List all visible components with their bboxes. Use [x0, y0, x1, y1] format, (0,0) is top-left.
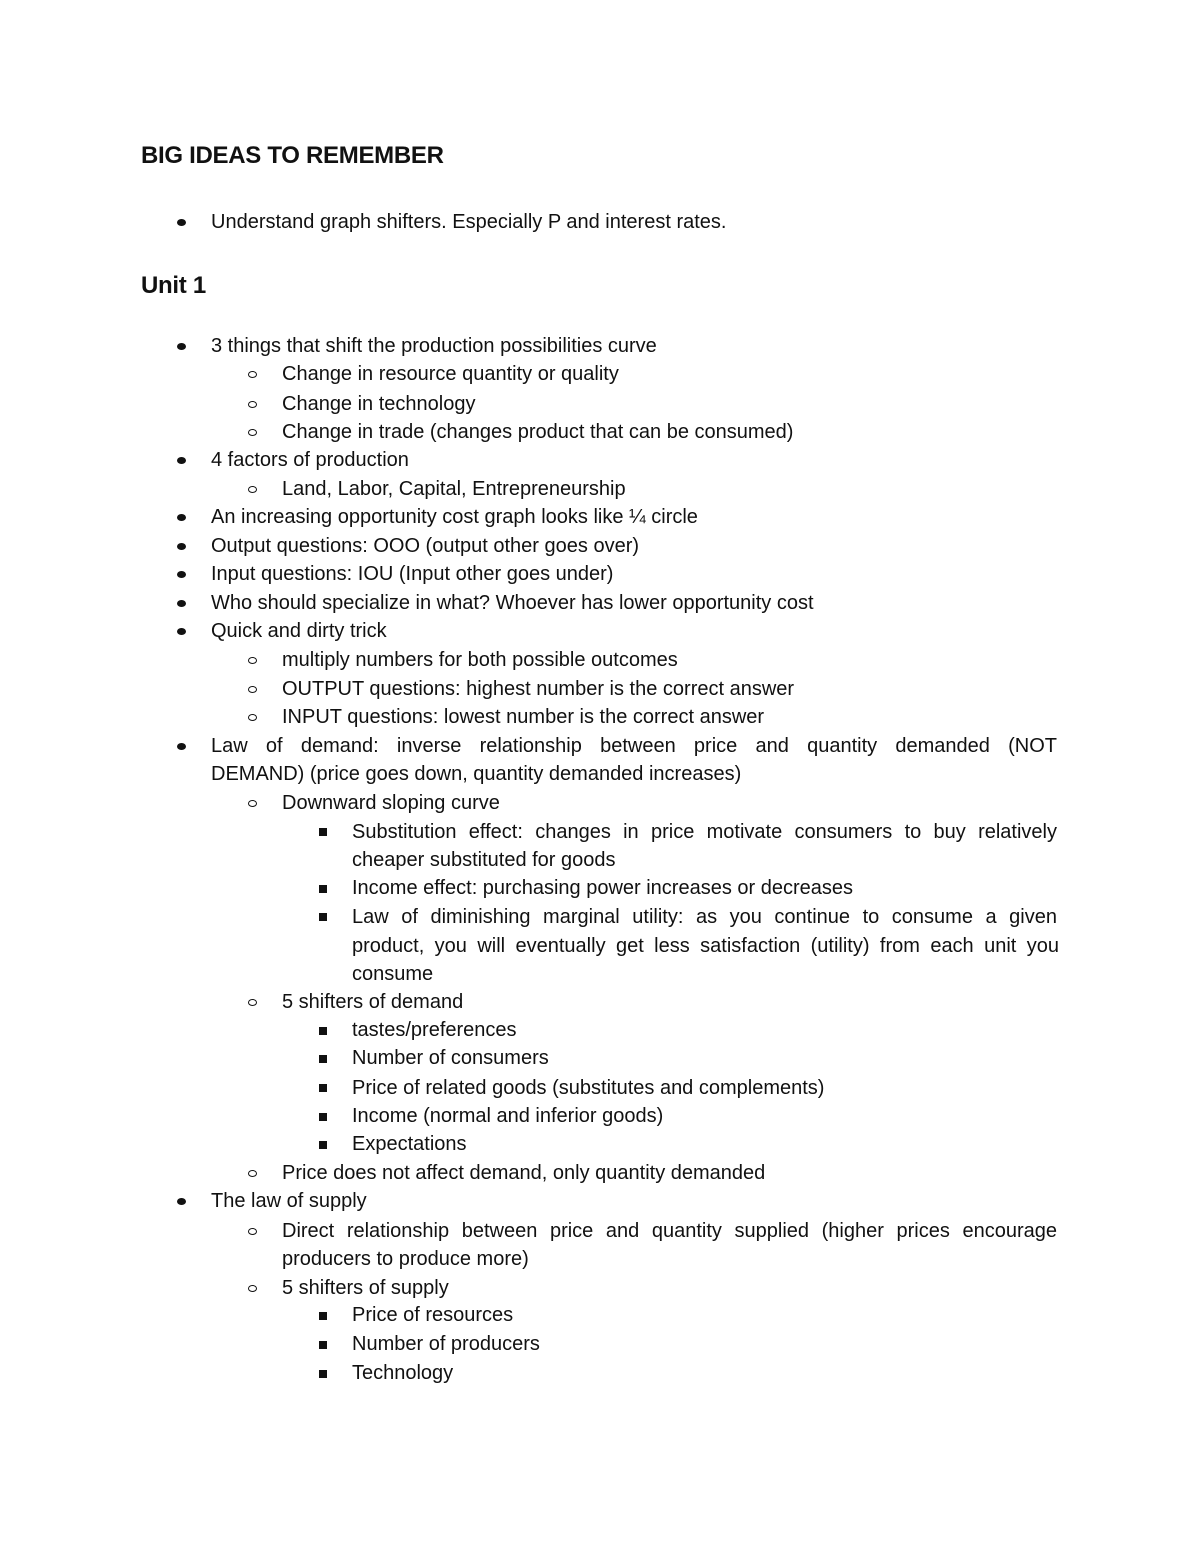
bullet-dot-icon: [177, 1198, 186, 1205]
list-item: Price does not affect demand, only quantity demanded: [282, 1162, 766, 1184]
bullet-circle-icon: [248, 486, 257, 493]
bullet-square-icon: [319, 1055, 327, 1063]
list-item: An increasing opportunity cost graph looks like ¼ circle: [211, 506, 698, 528]
bullet-dot-icon: [177, 219, 186, 226]
bullet-circle-icon: [248, 1285, 257, 1292]
list-item: Law of diminishing marginal utility: as you continue to consume a given: [352, 906, 1057, 928]
list-item: Change in resource quantity or quality: [282, 363, 619, 385]
bullet-square-icon: [319, 1341, 327, 1349]
unit-1-heading: Unit 1: [141, 272, 206, 299]
list-item-continuation: consume: [352, 963, 434, 985]
bullet-circle-icon: [248, 371, 257, 378]
list-item: Who should specialize in what? Whoever has lower opportunity cost: [211, 592, 814, 614]
list-item-continuation: cheaper substituted for goods: [352, 849, 616, 871]
bullet-square-icon: [319, 1084, 327, 1092]
list-item: 3 things that shift the production possibilities curve: [211, 335, 657, 357]
list-item: Price of related goods (substitutes and complements): [352, 1077, 825, 1099]
list-item: Income (normal and inferior goods): [352, 1105, 664, 1127]
bullet-square-icon: [319, 1027, 327, 1035]
list-item: Substitution effect: changes in price motivate consumers to buy relatively: [352, 821, 1057, 843]
bullet-square-icon: [319, 913, 327, 921]
list-item: tastes/preferences: [352, 1019, 517, 1041]
bullet-square-icon: [319, 828, 327, 836]
bullet-circle-icon: [248, 686, 257, 693]
bullet-dot-icon: [177, 628, 186, 635]
list-item-continuation: DEMAND) (price goes down, quantity demanded increases): [211, 763, 742, 785]
bullet-square-icon: [319, 1141, 327, 1149]
list-item: Number of consumers: [352, 1047, 549, 1069]
bullet-dot-icon: [177, 514, 186, 521]
list-item: Income effect: purchasing power increases or decreases: [352, 877, 854, 899]
bullet-square-icon: [319, 885, 327, 893]
bullet-dot-icon: [177, 543, 186, 550]
list-item-continuation: producers to produce more): [282, 1248, 529, 1270]
list-item: 4 factors of production: [211, 449, 409, 471]
list-item: Expectations: [352, 1133, 467, 1155]
list-item: Direct relationship between price and quantity supplied (higher prices encourage: [282, 1220, 1057, 1242]
list-item: Understand graph shifters. Especially P and interest rates.: [211, 211, 727, 233]
bullet-circle-icon: [248, 1170, 257, 1177]
bullet-circle-icon: [248, 999, 257, 1006]
bullet-square-icon: [319, 1312, 327, 1320]
bullet-square-icon: [319, 1370, 327, 1378]
big-ideas-heading: BIG IDEAS TO REMEMBER: [141, 142, 444, 169]
list-item: 5 shifters of supply: [282, 1277, 449, 1299]
bullet-circle-icon: [248, 401, 257, 408]
list-item: Number of producers: [352, 1333, 540, 1355]
bullet-dot-icon: [177, 600, 186, 607]
list-item: Price of resources: [352, 1304, 514, 1326]
list-item: 5 shifters of demand: [282, 991, 464, 1013]
bullet-dot-icon: [177, 457, 186, 464]
list-item: OUTPUT questions: highest number is the correct answer: [282, 678, 795, 700]
list-item: Change in technology: [282, 393, 476, 415]
bullet-square-icon: [319, 1113, 327, 1121]
bullet-dot-icon: [177, 743, 186, 750]
list-item: Law of demand: inverse relationship between price and quantity demanded (NOT: [211, 735, 1057, 757]
bullet-circle-icon: [248, 1228, 257, 1235]
list-item-continuation: product, you will eventually get less satisfaction (utility) from each unit you: [352, 935, 1059, 957]
bullet-dot-icon: [177, 571, 186, 578]
list-item: Downward sloping curve: [282, 792, 500, 814]
list-item: Output questions: OOO (output other goes over): [211, 535, 640, 557]
list-item: The law of supply: [211, 1190, 367, 1212]
list-item: Technology: [352, 1362, 454, 1384]
bullet-circle-icon: [248, 429, 257, 436]
list-item: INPUT questions: lowest number is the correct answer: [282, 706, 765, 728]
list-item: Land, Labor, Capital, Entrepreneurship: [282, 478, 626, 500]
bullet-circle-icon: [248, 657, 257, 664]
list-item: Quick and dirty trick: [211, 620, 387, 642]
bullet-dot-icon: [177, 343, 186, 350]
bullet-circle-icon: [248, 800, 257, 807]
list-item: Change in trade (changes product that can be consumed): [282, 421, 794, 443]
list-item: multiply numbers for both possible outcomes: [282, 649, 678, 671]
list-item: Input questions: IOU (Input other goes under): [211, 563, 614, 585]
bullet-circle-icon: [248, 714, 257, 721]
